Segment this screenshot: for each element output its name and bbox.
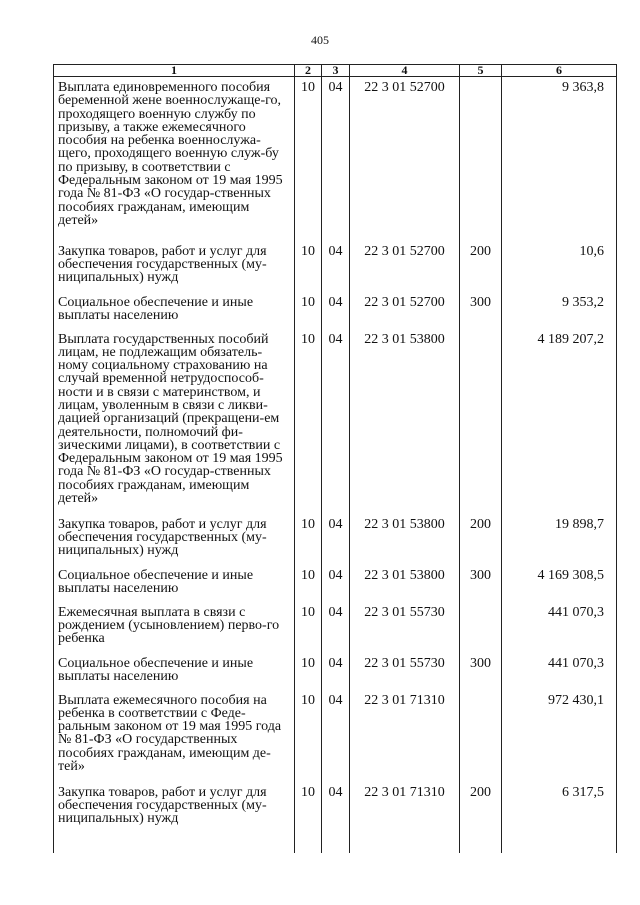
row-name: Выплата ежемесячного пособия на ребенка в соответствии с Феде-ральным законом от 19 мая 1995 года № 81-ФЗ «О государственных пособиях гражданам, имеющим де-тей» [54, 690, 295, 782]
row-section: 10 [295, 241, 322, 292]
row-subsection: 04 [322, 77, 350, 241]
row-target-code: 22 3 01 71310 [350, 782, 460, 833]
row-amount: 441 070,3 [502, 602, 617, 653]
header-col-4: 4 [350, 65, 460, 77]
row-target-code: 22 3 01 55730 [350, 653, 460, 690]
empty-cell [54, 833, 295, 853]
row-subsection: 04 [322, 565, 350, 602]
row-amount: 4 189 207,2 [502, 329, 617, 514]
row-section: 10 [295, 514, 322, 565]
row-subsection: 04 [322, 241, 350, 292]
row-amount: 972 430,1 [502, 690, 617, 782]
budget-table [53, 64, 617, 853]
header-col-1: 1 [54, 65, 295, 77]
row-name: Закупка товаров, работ и услуг для обеспечения государственных (му-ниципальных) нужд [54, 241, 295, 292]
empty-cell [295, 833, 322, 853]
row-amount: 441 070,3 [502, 653, 617, 690]
table-row [54, 690, 617, 782]
row-name: Социальное обеспечение и иные выплаты населению [54, 653, 295, 690]
row-section: 10 [295, 329, 322, 514]
row-section: 10 [295, 292, 322, 329]
row-expense-type [460, 690, 502, 782]
table-row [54, 77, 617, 241]
header-col-3: 3 [322, 65, 350, 77]
row-section: 10 [295, 690, 322, 782]
row-name: Ежемесячная выплата в связи с рождением (усыновлением) перво-го ребенка [54, 602, 295, 653]
row-expense-type [460, 329, 502, 514]
table-row [54, 565, 617, 602]
row-section: 10 [295, 653, 322, 690]
table-row [54, 292, 617, 329]
row-expense-type: 300 [460, 653, 502, 690]
row-target-code: 22 3 01 53800 [350, 514, 460, 565]
row-target-code: 22 3 01 53800 [350, 329, 460, 514]
table-row [54, 602, 617, 653]
table-row [54, 514, 617, 565]
row-expense-type: 200 [460, 241, 502, 292]
row-subsection: 04 [322, 653, 350, 690]
row-section: 10 [295, 782, 322, 833]
row-name: Социальное обеспечение и иные выплаты населению [54, 292, 295, 329]
row-expense-type: 200 [460, 514, 502, 565]
empty-cell [322, 833, 350, 853]
row-expense-type [460, 602, 502, 653]
row-name: Закупка товаров, работ и услуг для обеспечения государственных (му-ниципальных) нужд [54, 514, 295, 565]
row-amount: 6 317,5 [502, 782, 617, 833]
row-name: Выплата единовременного пособия беременной жене военнослужаще-го, проходящего военную службу по призыву, а также ежемесячного пособия на ребенка военнослужа-щего, проходящего военную служ-бу по призыву, в соответствии с Федеральным законом от 19 мая 1995 года № 81-ФЗ «О государ-ственных пособиях гражданам, имеющим детей» [54, 77, 295, 241]
row-amount: 19 898,7 [502, 514, 617, 565]
empty-cell [350, 833, 460, 853]
row-amount: 10,6 [502, 241, 617, 292]
empty-cell [502, 833, 617, 853]
row-subsection: 04 [322, 292, 350, 329]
row-target-code: 22 3 01 71310 [350, 690, 460, 782]
row-target-code: 22 3 01 52700 [350, 241, 460, 292]
row-section: 10 [295, 602, 322, 653]
header-col-6: 6 [502, 65, 617, 77]
table-row [54, 241, 617, 292]
row-section: 10 [295, 77, 322, 241]
table-row [54, 782, 617, 833]
empty-cell [460, 833, 502, 853]
row-amount: 9 363,8 [502, 77, 617, 241]
table-row [54, 329, 617, 514]
row-name: Закупка товаров, работ и услуг для обеспечения государственных (му-ниципальных) нужд [54, 782, 295, 833]
row-expense-type: 300 [460, 292, 502, 329]
row-expense-type [460, 77, 502, 241]
row-name: Выплата государственных пособий лицам, не подлежащим обязатель-ному социальному страхованию на случай временной нетрудоспособ-ности и в связи с материнством, и лицам, уволенным в связи с ликви-дацией организаций (прекращени-ем деятельности, полномочий фи-зическими лицами), в соответствии с Федеральным законом от 19 мая 1995 года № 81-ФЗ «О государ-ственных пособиях гражданам, имеющим детей» [54, 329, 295, 514]
row-target-code: 22 3 01 53800 [350, 565, 460, 602]
row-expense-type: 200 [460, 782, 502, 833]
row-amount: 4 169 308,5 [502, 565, 617, 602]
row-target-code: 22 3 01 52700 [350, 77, 460, 241]
header-col-5: 5 [460, 65, 502, 77]
header-col-2: 2 [295, 65, 322, 77]
row-subsection: 04 [322, 514, 350, 565]
row-subsection: 04 [322, 782, 350, 833]
header-row [54, 65, 617, 77]
row-name: Социальное обеспечение и иные выплаты населению [54, 565, 295, 602]
row-subsection: 04 [322, 690, 350, 782]
table-continuation [54, 833, 617, 853]
page-number: 405 [311, 33, 329, 47]
row-target-code: 22 3 01 55730 [350, 602, 460, 653]
table-row [54, 653, 617, 690]
row-target-code: 22 3 01 52700 [350, 292, 460, 329]
row-amount: 9 353,2 [502, 292, 617, 329]
row-section: 10 [295, 565, 322, 602]
row-subsection: 04 [322, 602, 350, 653]
row-expense-type: 300 [460, 565, 502, 602]
row-subsection: 04 [322, 329, 350, 514]
